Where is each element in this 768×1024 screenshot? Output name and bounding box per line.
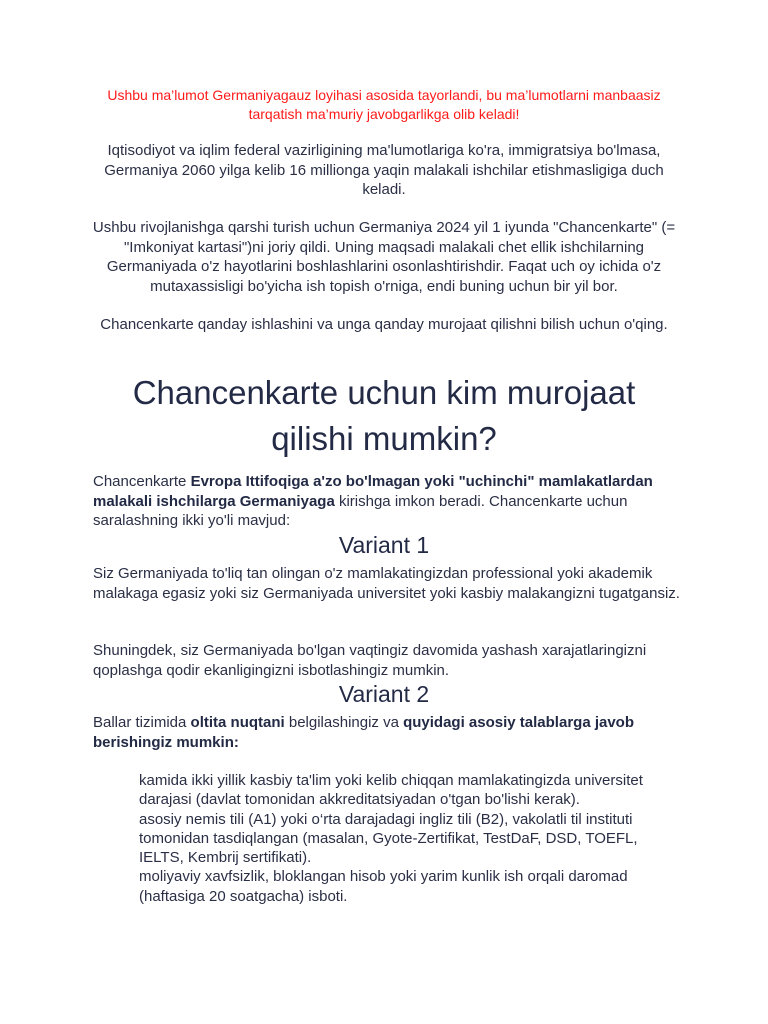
variant-2-text-2: belgilashingiz va xyxy=(284,714,404,731)
copyright-notice: Ushbu ma’lumot Germaniyagauz loyihasi asosida tayorlandi, bu ma’lumotlarni manbaasiz tarqatish ma’muriy javobgarlikga olib keladi! xyxy=(107,87,661,122)
variant-1-paragraph-2: Shuningdek, siz Germaniyada bo'lgan vaqtingiz davomida yashash xarajatlaringizni qoplashga qodir ekanligingizni isbotlashingiz mumkin. xyxy=(93,642,647,679)
intro-paragraph-3: Chancenkarte qanday ishlashini va unga qanday murojaat qilishni bilish uchun o'qing. xyxy=(100,316,668,333)
variant-2-paragraph xyxy=(93,713,683,752)
eligibility-text-1: Chancenkarte xyxy=(93,473,191,490)
eligibility-bold-text: Evropa Ittifoqiga a'zo bo'lmagan yoki "uchinchi" mamlakatlardan malakali ishchilarga Germaniyaga xyxy=(93,473,653,510)
variant-2-heading: Variant 2 xyxy=(338,681,430,707)
section-heading: Chancenkarte uchun kim murojaat qilishi mumkin? xyxy=(132,374,636,457)
eligibility-text-2: kirishga imkon beradi. Chancenkarte uchun saralashning ikki yo'li mavjud: xyxy=(93,492,628,529)
variant-2-bold-2: quyidagi asosiy talablarga javob berishingiz mumkin: xyxy=(93,714,635,751)
requirement-item: kamida ikki yillik kasbiy ta'lim yoki kelib chiqqan mamlakatingizda universitet darajasi (davlat tomonidan akkreditatsiyadan o'tgan bo'lishi kerak). xyxy=(139,772,643,809)
eligibility-paragraph xyxy=(93,472,683,531)
requirement-item: moliyaviy xavfsizlik, bloklangan hisob yoki yarim kunlik ish orqali daromad (haftasiga 20 soatgacha) isboti. xyxy=(139,868,628,905)
variant-2-text-1: Ballar tizimida xyxy=(93,714,191,731)
variant-1-heading: Variant 1 xyxy=(338,532,430,558)
variant-2-bold-1: oltita nuqtani xyxy=(190,714,285,731)
requirement-item: asosiy nemis tili (A1) yoki o‘rta darajadagi ingliz tili (B2), vakolatli til instituti tomonidan tasdiqlangan (masalan, Gyote-Zertifikat, TestDaF, DSD, TOEFL, IELTS, Kembrij sertifikati). xyxy=(139,810,638,867)
requirements-list xyxy=(139,771,684,906)
intro-paragraph-2: Ushbu rivojlanishga qarshi turish uchun Germaniya 2024 yil 1 iyunda "Chancenkarte" (= "Imkoniyat kartasi")ni joriy qildi. Uning maqsadi malakali chet ellik ishchilarning Germaniyada o'z hayotlarini boshlashlarini osonlashtirishdir. Faqat uch oy ichida o'z mutaxassisligi bo'yicha ish topish o'rniga, endi buning uchun bir yil bor. xyxy=(92,219,676,295)
variant-1-paragraph-1: Siz Germaniyada to'liq tan olingan o'z mamlakatingizdan professional yoki akademik malakaga egasiz yoki siz Germaniyada universitet yoki kasbiy malakangizni tugatgansiz. xyxy=(93,565,680,602)
intro-paragraph-1: Iqtisodiyot va iqlim federal vazirligining ma'lumotlariga ko'ra, immigratsiya bo'lmasa, Germaniya 2060 yilga kelib 16 millionga yaqin malakali ishchilar etishmasligiga duch keladi. xyxy=(104,142,664,198)
